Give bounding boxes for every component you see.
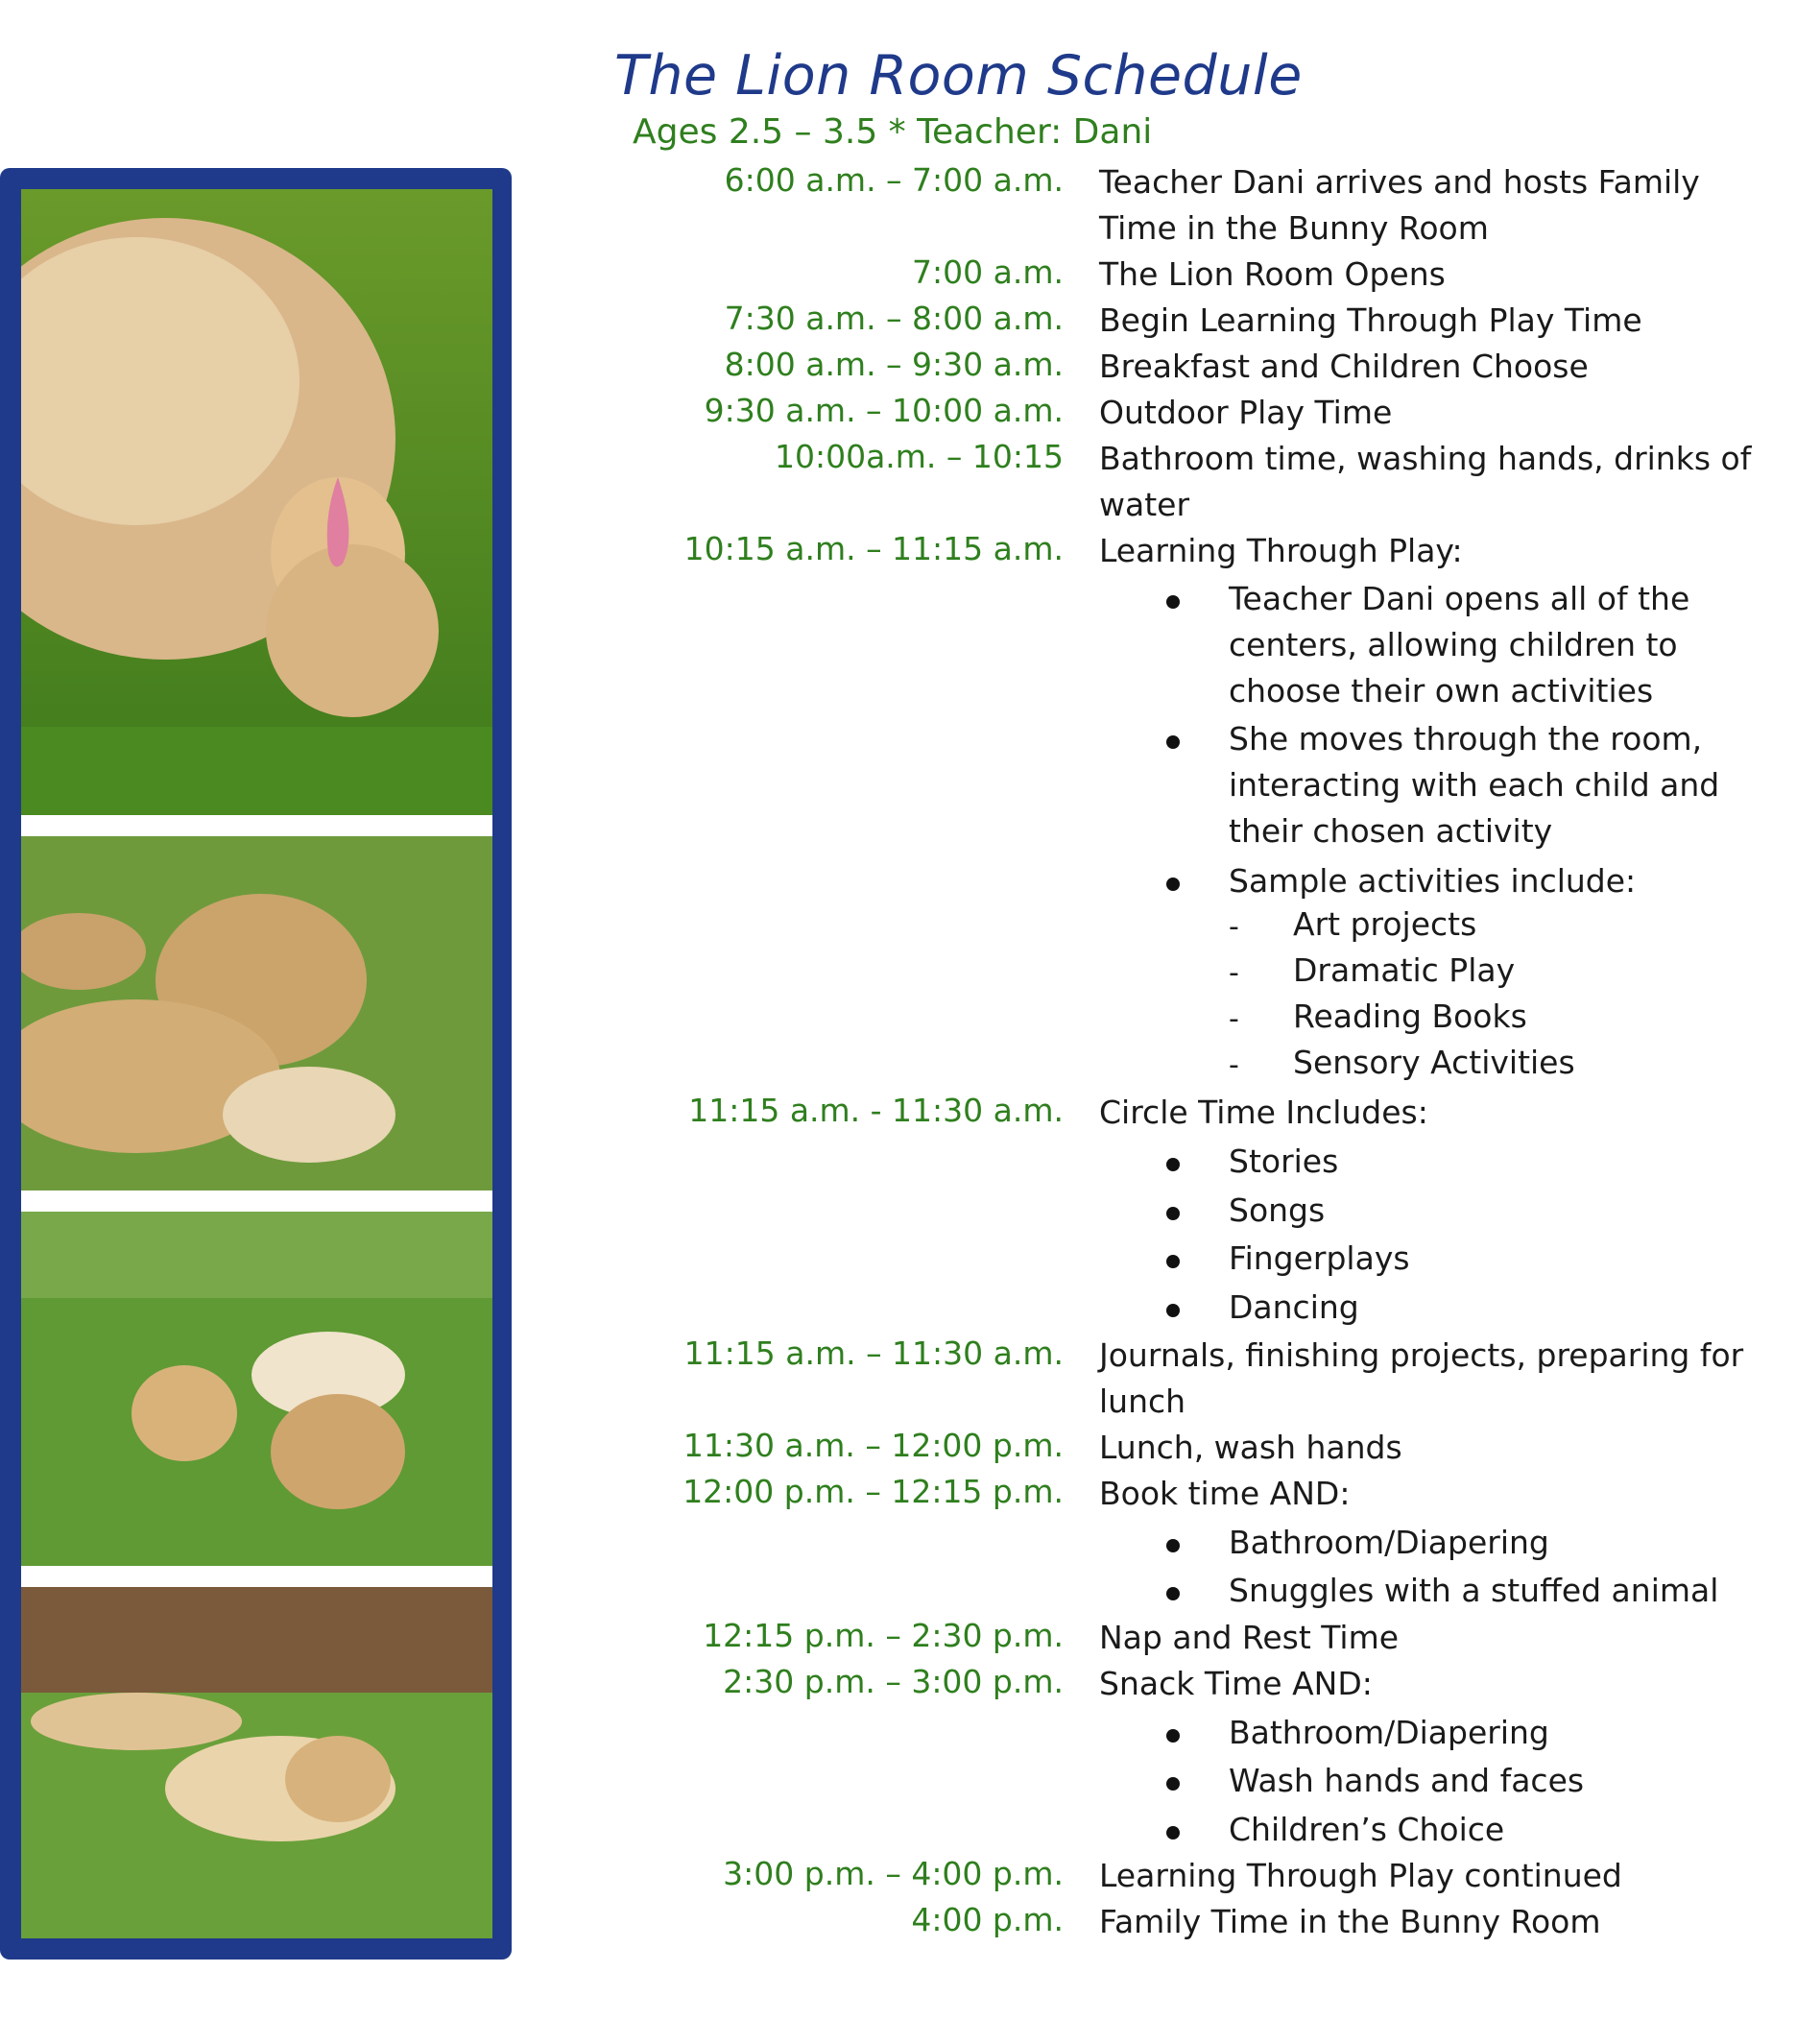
bullet-text: Songs [1229, 1191, 1326, 1229]
bullet-icon [1166, 1587, 1180, 1600]
bullet-text: Sample activities include: [1229, 862, 1637, 900]
time-label: 4:00 p.m. [911, 1901, 1064, 1938]
activity-text: Learning Through Play: [1099, 532, 1463, 569]
activity-text: Journals, finishing projects, preparing for [1099, 1336, 1744, 1374]
activity-text: water [1099, 486, 1190, 523]
activity-text: Teacher Dani arrives and hosts Family [1099, 163, 1700, 201]
time-label: 11:15 a.m. – 11:30 a.m. [683, 1335, 1064, 1372]
sleeping-lion-cub-photo [21, 1587, 492, 1938]
activity-text: Nap and Rest Time [1099, 1619, 1400, 1656]
sub-bullet-text: Art projects [1293, 905, 1477, 943]
time-label: 8:00 a.m. – 9:30 a.m. [724, 346, 1064, 383]
photo-divider [21, 1566, 492, 1587]
activity-text: Time in the Bunny Room [1099, 209, 1489, 247]
activity-text: Lunch, wash hands [1099, 1429, 1402, 1466]
bullet-text: their chosen activity [1229, 812, 1553, 850]
activity-text: The Lion Room Opens [1099, 255, 1446, 293]
photo-strip [0, 168, 512, 1960]
activity-text: Outdoor Play Time [1099, 394, 1393, 431]
lion-cubs-on-grass-photo [21, 1212, 492, 1566]
sub-bullet-text: Sensory Activities [1293, 1044, 1575, 1081]
bullet-icon [1166, 1158, 1180, 1171]
time-label: 7:00 a.m. [912, 253, 1064, 291]
photo-divider [21, 815, 492, 836]
bullet-text: interacting with each child and [1229, 766, 1720, 804]
bullet-icon [1166, 1539, 1180, 1552]
time-label: 2:30 p.m. – 3:00 p.m. [723, 1663, 1064, 1700]
dash-marker: - [1229, 910, 1239, 944]
time-label: 3:00 p.m. – 4:00 p.m. [723, 1855, 1064, 1892]
sub-bullet-text: Dramatic Play [1293, 951, 1516, 989]
activity-text: Snack Time AND: [1099, 1665, 1373, 1702]
page-title: The Lion Room Schedule [614, 44, 1303, 108]
time-label: 7:30 a.m. – 8:00 a.m. [724, 300, 1064, 337]
activity-text: Begin Learning Through Play Time [1099, 301, 1642, 339]
bullet-text: Fingerplays [1229, 1239, 1410, 1277]
bullet-icon [1166, 735, 1180, 749]
photo-divider [21, 1190, 492, 1212]
sub-bullet-text: Reading Books [1293, 998, 1527, 1035]
time-label: 11:30 a.m. – 12:00 p.m. [682, 1427, 1064, 1464]
time-label: 10:00a.m. – 10:15 [774, 438, 1064, 475]
dash-marker: - [1229, 1048, 1239, 1082]
bullet-text: Children’s Choice [1229, 1811, 1505, 1848]
dash-marker: - [1229, 956, 1239, 990]
bullet-icon [1166, 1729, 1180, 1743]
activity-text: lunch [1099, 1383, 1186, 1420]
bullet-text: She moves through the room, [1229, 720, 1703, 757]
activity-text: Family Time in the Bunny Room [1099, 1903, 1601, 1940]
page-subtitle: Ages 2.5 – 3.5 * Teacher: Dani [633, 112, 1153, 152]
dash-marker: - [1229, 1002, 1239, 1036]
time-label: 9:30 a.m. – 10:00 a.m. [704, 392, 1064, 429]
bullet-icon [1166, 1777, 1180, 1791]
lioness-licking-cub-photo [21, 189, 492, 815]
bullet-icon [1166, 595, 1180, 609]
bullet-icon [1166, 1304, 1180, 1317]
bullet-icon [1166, 1826, 1180, 1840]
bullet-text: Stories [1229, 1142, 1339, 1180]
bullet-icon [1166, 1207, 1180, 1220]
activity-text: Breakfast and Children Choose [1099, 348, 1589, 385]
bullet-text: Wash hands and faces [1229, 1762, 1585, 1799]
bullet-text: centers, allowing children to [1229, 626, 1678, 663]
lion-cub-chewing-leaf-photo [21, 836, 492, 1190]
activity-text: Circle Time Includes: [1099, 1094, 1428, 1131]
bullet-icon [1166, 1255, 1180, 1268]
bullet-text: Bathroom/Diapering [1229, 1524, 1549, 1561]
bullet-text: Bathroom/Diapering [1229, 1714, 1549, 1751]
time-label: 10:15 a.m. – 11:15 a.m. [683, 530, 1064, 567]
activity-text: Learning Through Play continued [1099, 1857, 1622, 1894]
activity-text: Bathroom time, washing hands, drinks of [1099, 440, 1752, 477]
time-label: 11:15 a.m. - 11:30 a.m. [688, 1092, 1064, 1129]
bullet-text: Teacher Dani opens all of the [1229, 580, 1690, 617]
activity-text: Book time AND: [1099, 1475, 1351, 1512]
bullet-text: choose their own activities [1229, 672, 1654, 709]
bullet-text: Snuggles with a stuffed animal [1229, 1572, 1719, 1609]
bullet-text: Dancing [1229, 1288, 1359, 1326]
time-label: 12:00 p.m. – 12:15 p.m. [682, 1473, 1064, 1510]
time-label: 12:15 p.m. – 2:30 p.m. [703, 1617, 1064, 1654]
time-label: 6:00 a.m. – 7:00 a.m. [724, 161, 1064, 199]
bullet-icon [1166, 878, 1180, 891]
